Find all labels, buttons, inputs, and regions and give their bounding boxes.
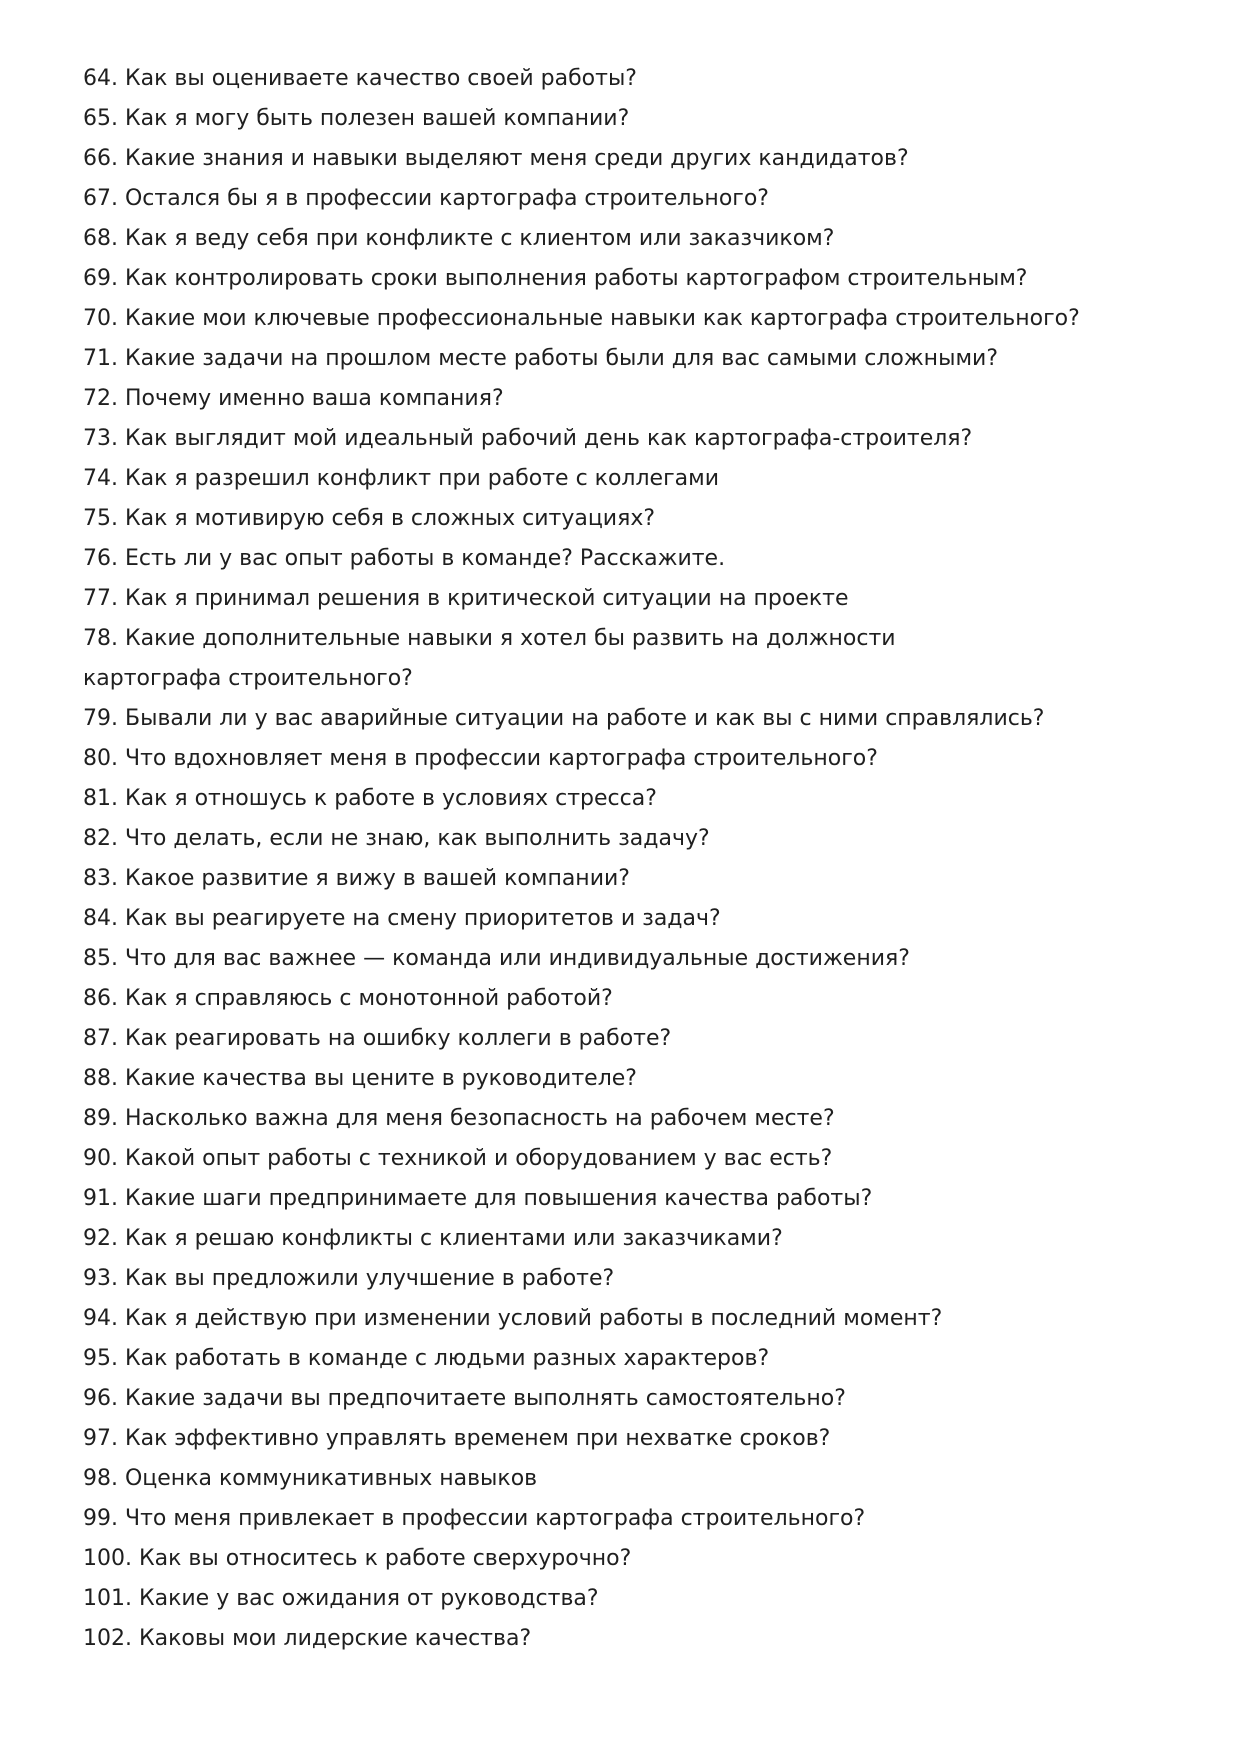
question-item: 87. Как реагировать на ошибку коллеги в работе? [83, 1026, 672, 1051]
question-item: 81. Как я отношусь к работе в условиях стресса? [83, 786, 657, 811]
question-item: 98. Оценка коммуникативных навыков [83, 1466, 538, 1491]
question-item: 77. Как я принимал решения в критической ситуации на проекте [83, 586, 849, 611]
question-item: 67. Остался бы я в профессии картографа строительного? [83, 186, 769, 211]
question-item: 94. Как я действую при изменении условий работы в последний момент? [83, 1306, 943, 1331]
question-item: 68. Как я веду себя при конфликте с клиентом или заказчиком? [83, 226, 835, 251]
question-item: 65. Как я могу быть полезен вашей компании? [83, 106, 630, 131]
question-item: 66. Какие знания и навыки выделяют меня среди других кандидатов? [83, 146, 909, 171]
question-item: 95. Как работать в команде с людьми разных характеров? [83, 1346, 770, 1371]
question-item: 96. Какие задачи вы предпочитаете выполнять самостоятельно? [83, 1386, 846, 1411]
question-item: 102. Каковы мои лидерские качества? [83, 1626, 532, 1651]
question-item: 100. Как вы относитесь к работе сверхурочно? [83, 1546, 632, 1571]
question-item: 75. Как я мотивирую себя в сложных ситуациях? [83, 506, 656, 531]
question-item: 71. Какие задачи на прошлом месте работы были для вас самыми сложными? [83, 346, 999, 371]
question-item: 99. Что меня привлекает в профессии картографа строительного? [83, 1506, 866, 1531]
question-item: 85. Что для вас важнее — команда или индивидуальные достижения? [83, 946, 910, 971]
question-item: 80. Что вдохновляет меня в профессии картографа строительного? [83, 746, 878, 771]
question-item: 72. Почему именно ваша компания? [83, 386, 504, 411]
question-item: 79. Бывали ли у вас аварийные ситуации на работе и как вы с ними справлялись? [83, 706, 1045, 731]
question-item: 73. Как выглядит мой идеальный рабочий день как картографа-строителя? [83, 426, 973, 451]
question-item: 90. Какой опыт работы с техникой и оборудованием у вас есть? [83, 1146, 833, 1171]
question-item: 101. Какие у вас ожидания от руководства? [83, 1586, 599, 1611]
question-item: 89. Насколько важна для меня безопасность на рабочем месте? [83, 1106, 835, 1131]
question-item: 78. Какие дополнительные навыки я хотел бы развить на должности картографа строительного? [83, 626, 896, 691]
question-item: 82. Что делать, если не знаю, как выполнить задачу? [83, 826, 710, 851]
question-item: 69. Как контролировать сроки выполнения работы картографом строительным? [83, 266, 1028, 291]
question-item: 97. Как эффективно управлять временем при нехватке сроков? [83, 1426, 831, 1451]
question-item: 84. Как вы реагируете на смену приоритетов и задач? [83, 906, 721, 931]
question-item: 70. Какие мои ключевые профессиональные навыки как картографа строительного? [83, 306, 1080, 331]
question-item: 64. Как вы оцениваете качество своей работы? [83, 66, 637, 91]
question-item: 91. Какие шаги предпринимаете для повышения качества работы? [83, 1186, 873, 1211]
question-item: 83. Какое развитие я вижу в вашей компании? [83, 866, 630, 891]
question-item: 86. Как я справляюсь с монотонной работой? [83, 986, 613, 1011]
question-item: 92. Как я решаю конфликты с клиентами или заказчиками? [83, 1226, 783, 1251]
question-list [83, 59, 1163, 1659]
question-item: 76. Есть ли у вас опыт работы в команде? Расскажите. [83, 546, 726, 571]
question-item: 88. Какие качества вы цените в руководителе? [83, 1066, 637, 1091]
question-item: 93. Как вы предложили улучшение в работе? [83, 1266, 615, 1291]
question-item: 74. Как я разрешил конфликт при работе с коллегами [83, 466, 720, 491]
